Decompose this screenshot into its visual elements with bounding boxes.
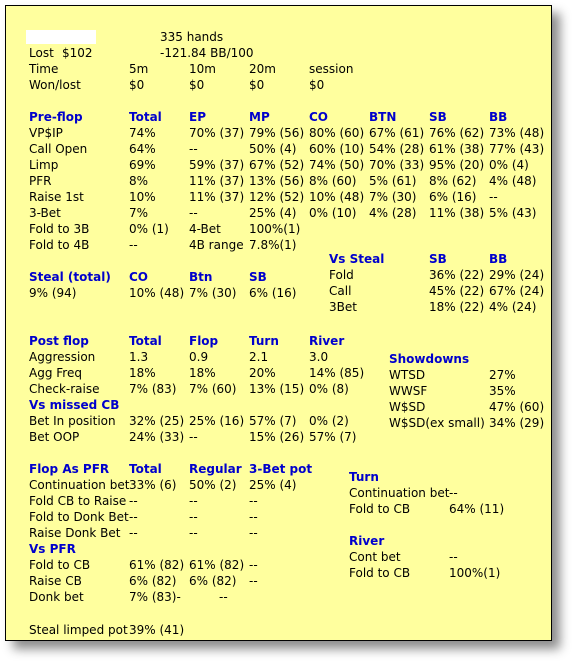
postflop-header-1: Flop — [189, 334, 219, 348]
preflop-cell: -- — [189, 142, 198, 156]
won-lost-value-1: $0 — [189, 78, 205, 92]
river-value: 100%(1) — [449, 566, 501, 580]
preflop-row-label: Limp — [29, 158, 59, 172]
steal-header-co: CO — [129, 270, 149, 284]
river-title: River — [349, 534, 385, 548]
postflop-title: Post flop — [29, 334, 89, 348]
postflop-cell: 0% (8) — [309, 382, 349, 396]
preflop-header-2: MP — [249, 110, 270, 124]
preflop-cell: 4% (48) — [489, 174, 537, 188]
preflop-row-label: VP$IP — [29, 126, 63, 140]
steal-cell: 10% (48) — [129, 286, 185, 300]
flop-pfr-cell: 25% (4) — [249, 478, 297, 492]
vs-pfr-cell: 6% (82) — [189, 574, 237, 588]
flop-pfr-cell: -- — [189, 494, 198, 508]
preflop-header-4: BTN — [369, 110, 397, 124]
preflop-header-6: BB — [489, 110, 508, 124]
flop-pfr-cell: -- — [249, 510, 258, 524]
preflop-cell: 11% (37) — [189, 174, 245, 188]
showdown-row-label: W$SD — [389, 400, 426, 414]
lost-label: Lost — [29, 46, 54, 60]
flop-pfr-header-0: Total — [129, 462, 162, 476]
showdown-row-label: WTSD — [389, 368, 426, 382]
postflop-row-label: Check-raise — [29, 382, 100, 396]
preflop-cell: 10% (48) — [309, 190, 365, 204]
river-row-label: Cont bet — [349, 550, 401, 564]
preflop-cell: 7% — [129, 206, 149, 220]
missed-cb-cell: 24% (33) — [129, 430, 185, 444]
preflop-title: Pre-flop — [29, 110, 83, 124]
vs-pfr-title: Vs PFR — [29, 542, 76, 556]
vs-steal-row-label: Fold — [329, 268, 354, 282]
preflop-cell: -- — [489, 190, 498, 204]
won-lost-value-3: $0 — [309, 78, 325, 92]
steal-cell: 7% (30) — [189, 286, 237, 300]
steal-header-btn: Btn — [189, 270, 213, 284]
preflop-cell: 61% (38) — [429, 142, 485, 156]
redacted-player-name — [26, 30, 96, 44]
postflop-header-3: River — [309, 334, 345, 348]
preflop-cell: 10% — [129, 190, 156, 204]
flop-pfr-cell: -- — [249, 526, 258, 540]
postflop-cell: 7% (83) — [129, 382, 177, 396]
four-bet-value: 100%(1) — [249, 222, 301, 236]
postflop-cell: 7% (60) — [189, 382, 237, 396]
missed-cb-cell: 57% (7) — [309, 430, 357, 444]
preflop-cell: 11% (38) — [429, 206, 485, 220]
missed-cb-cell: 25% (16) — [189, 414, 245, 428]
flop-as-pfr-title: Flop As PFR — [29, 462, 110, 476]
preflop-cell: 5% (61) — [369, 174, 417, 188]
postflop-cell: 14% (85) — [309, 366, 365, 380]
preflop-cell: 80% (60) — [309, 126, 365, 140]
vs-steal-cell: 18% (22) — [429, 300, 485, 314]
vs-pfr-cell: 6% (82) — [129, 574, 177, 588]
vs-pfr-cell: -- — [249, 558, 258, 572]
preflop-cell: 60% (10) — [309, 142, 365, 156]
showdown-value: 27% — [489, 368, 516, 382]
vs-pfr-cell: 61% (82) — [129, 558, 185, 572]
showdown-value: 34% (29) — [489, 416, 545, 430]
flop-pfr-header-2: 3-Bet pot — [249, 462, 313, 476]
preflop-cell: 77% (43) — [489, 142, 545, 156]
vs-steal-row-label: 3Bet — [329, 300, 357, 314]
missed-cb-cell: -- — [189, 430, 198, 444]
preflop-row-label: PFR — [29, 174, 52, 188]
preflop-cell: 67% (61) — [369, 126, 425, 140]
vs-steal-cell: 29% (24) — [489, 268, 545, 282]
flop-pfr-cell: -- — [189, 510, 198, 524]
postflop-cell: 20% — [249, 366, 276, 380]
preflop-header-3: CO — [309, 110, 329, 124]
flop-pfr-cell: -- — [129, 526, 138, 540]
vs-steal-cell: 67% (24) — [489, 284, 545, 298]
time-column-0: 5m — [129, 62, 149, 76]
postflop-cell: 1.3 — [129, 350, 149, 364]
preflop-cell: 11% (37) — [189, 190, 245, 204]
preflop-row-label: 3-Bet — [29, 206, 61, 220]
fold-to-3b-value: 0% (1) — [129, 222, 169, 236]
vs-steal-cell: 45% (22) — [429, 284, 485, 298]
flop-pfr-cell: -- — [129, 510, 138, 524]
postflop-header-2: Turn — [249, 334, 279, 348]
flop-pfr-cell: -- — [189, 526, 198, 540]
hand-count: 335 hands — [160, 30, 224, 44]
postflop-cell: 0.9 — [189, 350, 209, 364]
vs-steal-header-bb: BB — [489, 252, 508, 266]
vs-steal-cell: 4% (24) — [489, 300, 537, 314]
vs-pfr-row-label: Raise CB — [29, 574, 82, 588]
postflop-cell: 3.0 — [309, 350, 329, 364]
vs-pfr-cell: 61% (82) — [189, 558, 245, 572]
vs-pfr-cell: -- — [249, 574, 258, 588]
vs-missed-cb-title: Vs missed CB — [29, 398, 120, 412]
preflop-cell: 79% (56) — [249, 126, 305, 140]
vs-pfr-row-label: Fold to CB — [29, 558, 91, 572]
vs-steal-title: Vs Steal — [329, 252, 385, 266]
showdown-row-label: W$SD(ex small) — [389, 416, 485, 430]
preflop-cell: 0% (10) — [309, 206, 357, 220]
river-value: -- — [449, 550, 458, 564]
preflop-cell: 73% (48) — [489, 126, 545, 140]
preflop-header-5: SB — [429, 110, 447, 124]
preflop-cell: 59% (37) — [189, 158, 245, 172]
steal-limped-pot-value: 39% (41) — [129, 623, 185, 637]
preflop-cell: 74% (50) — [309, 158, 365, 172]
flop-pfr-header-1: Regular — [189, 462, 242, 476]
turn-row-label: Continuation bet — [349, 486, 450, 500]
preflop-cell: 12% (52) — [249, 190, 305, 204]
fold-to-3b-label: Fold to 3B — [29, 222, 90, 236]
vs-pfr-cell: -- — [219, 590, 228, 604]
preflop-cell: 67% (52) — [249, 158, 305, 172]
flop-pfr-cell: -- — [249, 494, 258, 508]
postflop-cell: 13% (15) — [249, 382, 305, 396]
steal-limped-pot-label: Steal limped pot — [29, 623, 128, 637]
missed-cb-cell: 32% (25) — [129, 414, 185, 428]
postflop-cell: 18% — [189, 366, 216, 380]
preflop-cell: 8% (60) — [309, 174, 357, 188]
time-column-3: session — [309, 62, 354, 76]
postflop-cell: 18% — [129, 366, 156, 380]
showdown-value: 47% (60) — [489, 400, 545, 414]
flop-pfr-row-label: Continuation bet — [29, 478, 130, 492]
flop-pfr-cell: 50% (2) — [189, 478, 237, 492]
steal-cell: 6% (16) — [249, 286, 297, 300]
postflop-cell: 2.1 — [249, 350, 269, 364]
preflop-cell: -- — [189, 206, 198, 220]
missed-cb-cell: 57% (7) — [249, 414, 297, 428]
preflop-cell: 8% (62) — [429, 174, 477, 188]
preflop-cell: 64% — [129, 142, 156, 156]
preflop-cell: 6% (16) — [429, 190, 477, 204]
vs-pfr-row-label: Donk bet — [29, 590, 84, 604]
bb-per-100: -121.84 BB/100 — [160, 46, 254, 60]
time-column-2: 20m — [249, 62, 276, 76]
steal-header-sb: SB — [249, 270, 267, 284]
preflop-cell: 7% (30) — [369, 190, 417, 204]
preflop-cell: 50% (4) — [249, 142, 297, 156]
won-lost-value-2: $0 — [249, 78, 265, 92]
postflop-row-label: Aggression — [29, 350, 96, 364]
four-bet-range-value: 7.8%(1) — [249, 238, 297, 252]
time-label: Time — [29, 62, 59, 76]
fold-to-4b-label: Fold to 4B — [29, 238, 90, 252]
preflop-cell: 25% (4) — [249, 206, 297, 220]
preflop-header-1: EP — [189, 110, 206, 124]
flop-pfr-row-label: Fold to Donk Bet — [29, 510, 129, 524]
preflop-row-label: Raise 1st — [29, 190, 84, 204]
preflop-cell: 5% (43) — [489, 206, 537, 220]
preflop-row-label: Call Open — [29, 142, 88, 156]
flop-pfr-row-label: Raise Donk Bet — [29, 526, 121, 540]
missed-cb-cell: 0% (2) — [309, 414, 349, 428]
postflop-row-label: Agg Freq — [29, 366, 82, 380]
vs-steal-cell: 36% (22) — [429, 268, 485, 282]
preflop-cell: 70% (33) — [369, 158, 425, 172]
turn-row-label: Fold to CB — [349, 502, 411, 516]
won-lost-label: Won/lost — [29, 78, 81, 92]
preflop-cell: 74% — [129, 126, 156, 140]
four-bet-range-label: 4B range — [189, 238, 244, 252]
preflop-cell: 4% (28) — [369, 206, 417, 220]
won-lost-value-0: $0 — [129, 78, 145, 92]
preflop-cell: 69% — [129, 158, 156, 172]
time-column-1: 10m — [189, 62, 216, 76]
steal-total: 9% (94) — [29, 286, 77, 300]
lost-amount: $102 — [62, 46, 93, 60]
preflop-cell: 8% — [129, 174, 149, 188]
preflop-cell: 54% (28) — [369, 142, 425, 156]
vs-steal-row-label: Call — [329, 284, 352, 298]
preflop-cell: 70% (37) — [189, 126, 245, 140]
flop-pfr-row-label: Fold CB to Raise — [29, 494, 127, 508]
postflop-header-0: Total — [129, 334, 162, 348]
missed-cb-row-label: Bet OOP — [29, 430, 80, 444]
preflop-cell: 95% (20) — [429, 158, 485, 172]
missed-cb-row-label: Bet In position — [29, 414, 116, 428]
showdown-value: 35% — [489, 384, 516, 398]
vs-pfr-cell: 7% (83)- — [129, 590, 181, 604]
showdown-row-label: WWSF — [389, 384, 428, 398]
four-bet-label: 4-Bet — [189, 222, 221, 236]
preflop-cell: 76% (62) — [429, 126, 485, 140]
preflop-cell: 13% (56) — [249, 174, 305, 188]
river-row-label: Fold to CB — [349, 566, 411, 580]
steal-title: Steal (total) — [29, 270, 111, 284]
fold-to-4b-value: -- — [129, 238, 138, 252]
missed-cb-cell: 15% (26) — [249, 430, 305, 444]
flop-pfr-cell: -- — [129, 494, 138, 508]
turn-title: Turn — [349, 470, 379, 484]
turn-value: 64% (11) — [449, 502, 505, 516]
turn-value: -- — [449, 486, 458, 500]
preflop-header-0: Total — [129, 110, 162, 124]
showdowns-title: Showdowns — [389, 352, 470, 366]
flop-pfr-cell: 33% (6) — [129, 478, 177, 492]
vs-steal-header-sb: SB — [429, 252, 447, 266]
hud-stats-panel — [5, 5, 552, 641]
preflop-cell: 0% (4) — [489, 158, 529, 172]
